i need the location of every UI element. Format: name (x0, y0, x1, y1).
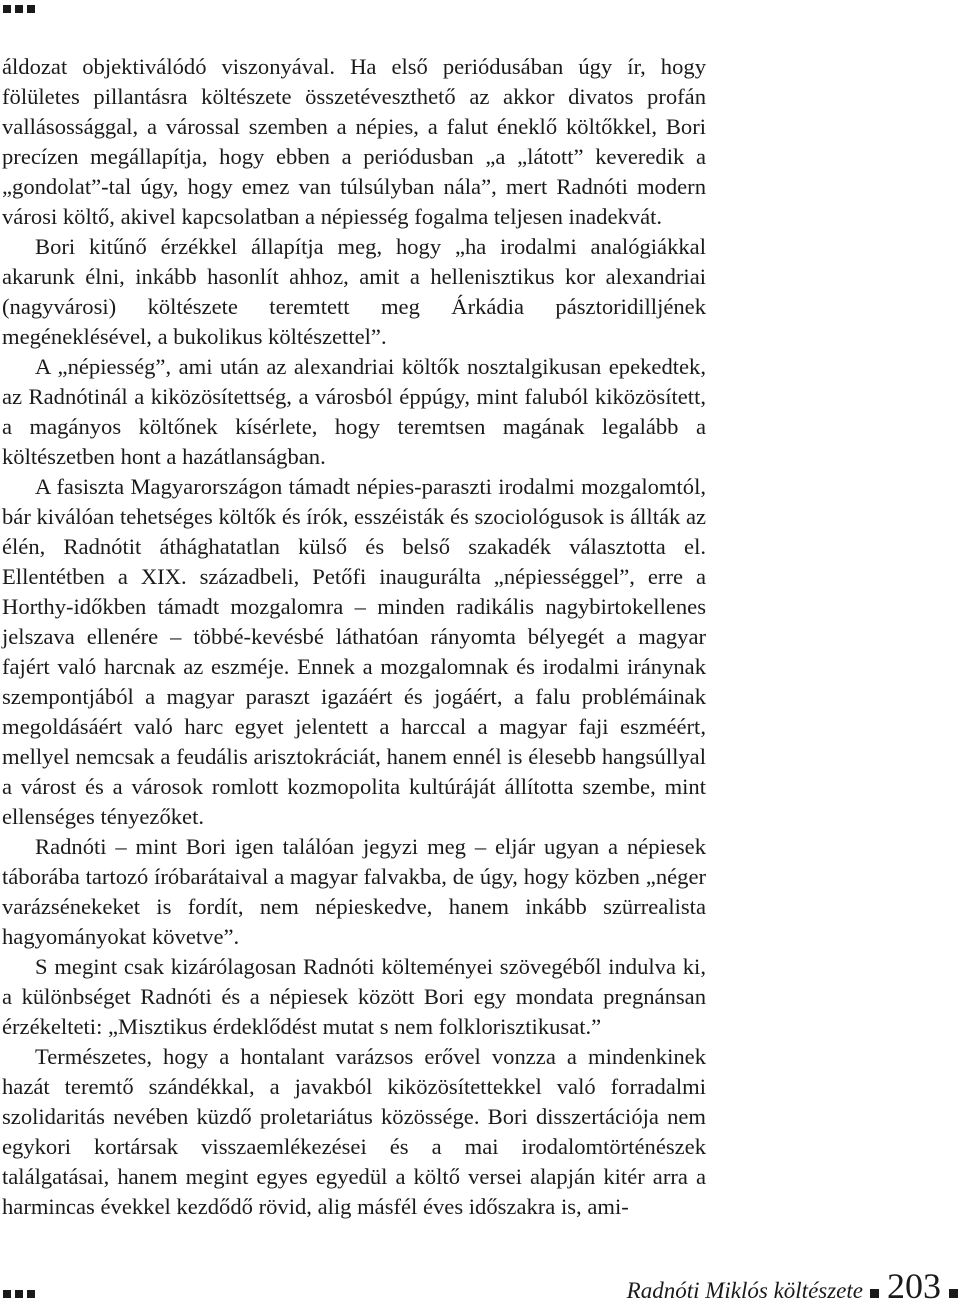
page-footer (0, 1262, 960, 1306)
body-text (2, 52, 706, 1222)
paragraph: Bori kitűnő érzékkel állapítja meg, hogy „ha irodalmi analógiákkal akarunk élni, inkább hasonlít ahhoz, amit a hellenisztikus kor alexandriai (nagyvárosi) költészete teremtett meg Árkádia pásztoridilljének megéneklésével, a bukolikus költészettel”. (2, 234, 706, 349)
ornament-square (3, 1290, 11, 1298)
ornament-square (3, 5, 11, 13)
ornament-square (15, 1290, 23, 1298)
paragraph: áldozat objektiválódó viszonyával. Ha első periódusában úgy ír, hogy fölületes pillantásra költészete összetéveszthető az akkor divatos profán vallásossággal, a várossal szemben a népies, a falut éneklő költőkkel, Bori precízen megállapítja, hogy ebben a periódusban „a „látott” keveredik a „gondolat”-tal úgy, hogy emez van túlsúlyban nála”, mert Radnóti modern városi költő, akivel kapcsolatban a népiesség fogalma teljesen inadekvát. (2, 54, 706, 229)
paragraph: Természetes, hogy a hontalant varázsos erővel vonzza a mindenkinek hazát teremtő szándékkal, a javakból kiközösítettekkel való forradalmi szolidaritás nevében küzdő proletariátus közössége. Bori disszertációja nem egykori kortársak visszaemlékezései és a mai irodalomtörténészek találgatásai, hanem megint egyes egyedül a költő versei alapján kitér arra a harmincas évekkel kezdődő rövid, alig másfél éves időszakra is, ami- (2, 1044, 706, 1219)
running-title: Radnóti Miklós költészete (626, 1278, 863, 1303)
bottom-corner-ornament (3, 1290, 35, 1298)
footer-end-square (949, 1289, 958, 1298)
paragraph: S megint csak kizárólagosan Radnóti költeményei szövegéből indulva ki, a különbséget Radnóti és a népiesek között Bori egy mondata pregnánsan érzékelteti: „Misztikus érdeklődést mutat s nem folklorisztikusat.” (2, 954, 706, 1039)
top-corner-ornament (3, 5, 35, 13)
paragraph: A fasiszta Magyarországon támadt népies-paraszti irodalmi mozgalomtól, bár kiválóan tehetséges költők és írók, esszéisták és szociológusok is állták az élén, Radnótit áthághatatlan külső és belső szakadék választotta el. Ellentétben a XIX. századbeli, Petőfi inaugurálta „népiességgel”, erre a Horthy-időkben támadt mozgalomra – minden radikális nagybirtokellenes jelszava ellenére – többé-kevésbé láthatóan rányomta bélyegét a magyar fajért való harcnak az eszméje. Ennek a mozgalomnak és irodalmi iránynak szempontjából a magyar paraszt igazáért és jogáért, a falu problémáinak megoldásáért való harc egyet jelentett a harccal a magyar faji eszméért, mellyel nemcsak a feudális arisztokráciát, hanem ennél is élesebb hangsúllyal a várost és a városok romlott kozmopolita kultúráját állította szembe, mint ellenséges tényezőket. (2, 474, 706, 829)
page-number: 203 (887, 1266, 941, 1306)
ornament-square (27, 1290, 35, 1298)
footer-separator-square (870, 1289, 879, 1298)
ornament-square (27, 5, 35, 13)
paragraph: A „népiesség”, ami után az alexandriai költők nosztalgikusan epekedtek, az Radnótinál a kiközösítettség, a városból éppúgy, mint faluból kiközösített, a magányos költőnek kísérlete, hogy teremtsen magának legalább a költészetben hont a hazátlanságban. (2, 354, 706, 469)
ornament-square (15, 5, 23, 13)
paragraph: Radnóti – mint Bori igen találóan jegyzi meg – eljár ugyan a népiesek táborába tartozó íróbarátaival a magyar falvakba, de úgy, hogy közben „néger varázsénekeket is fordít, nem népieskedve, hanem inkább szürrealista hagyományokat követve”. (2, 834, 706, 949)
